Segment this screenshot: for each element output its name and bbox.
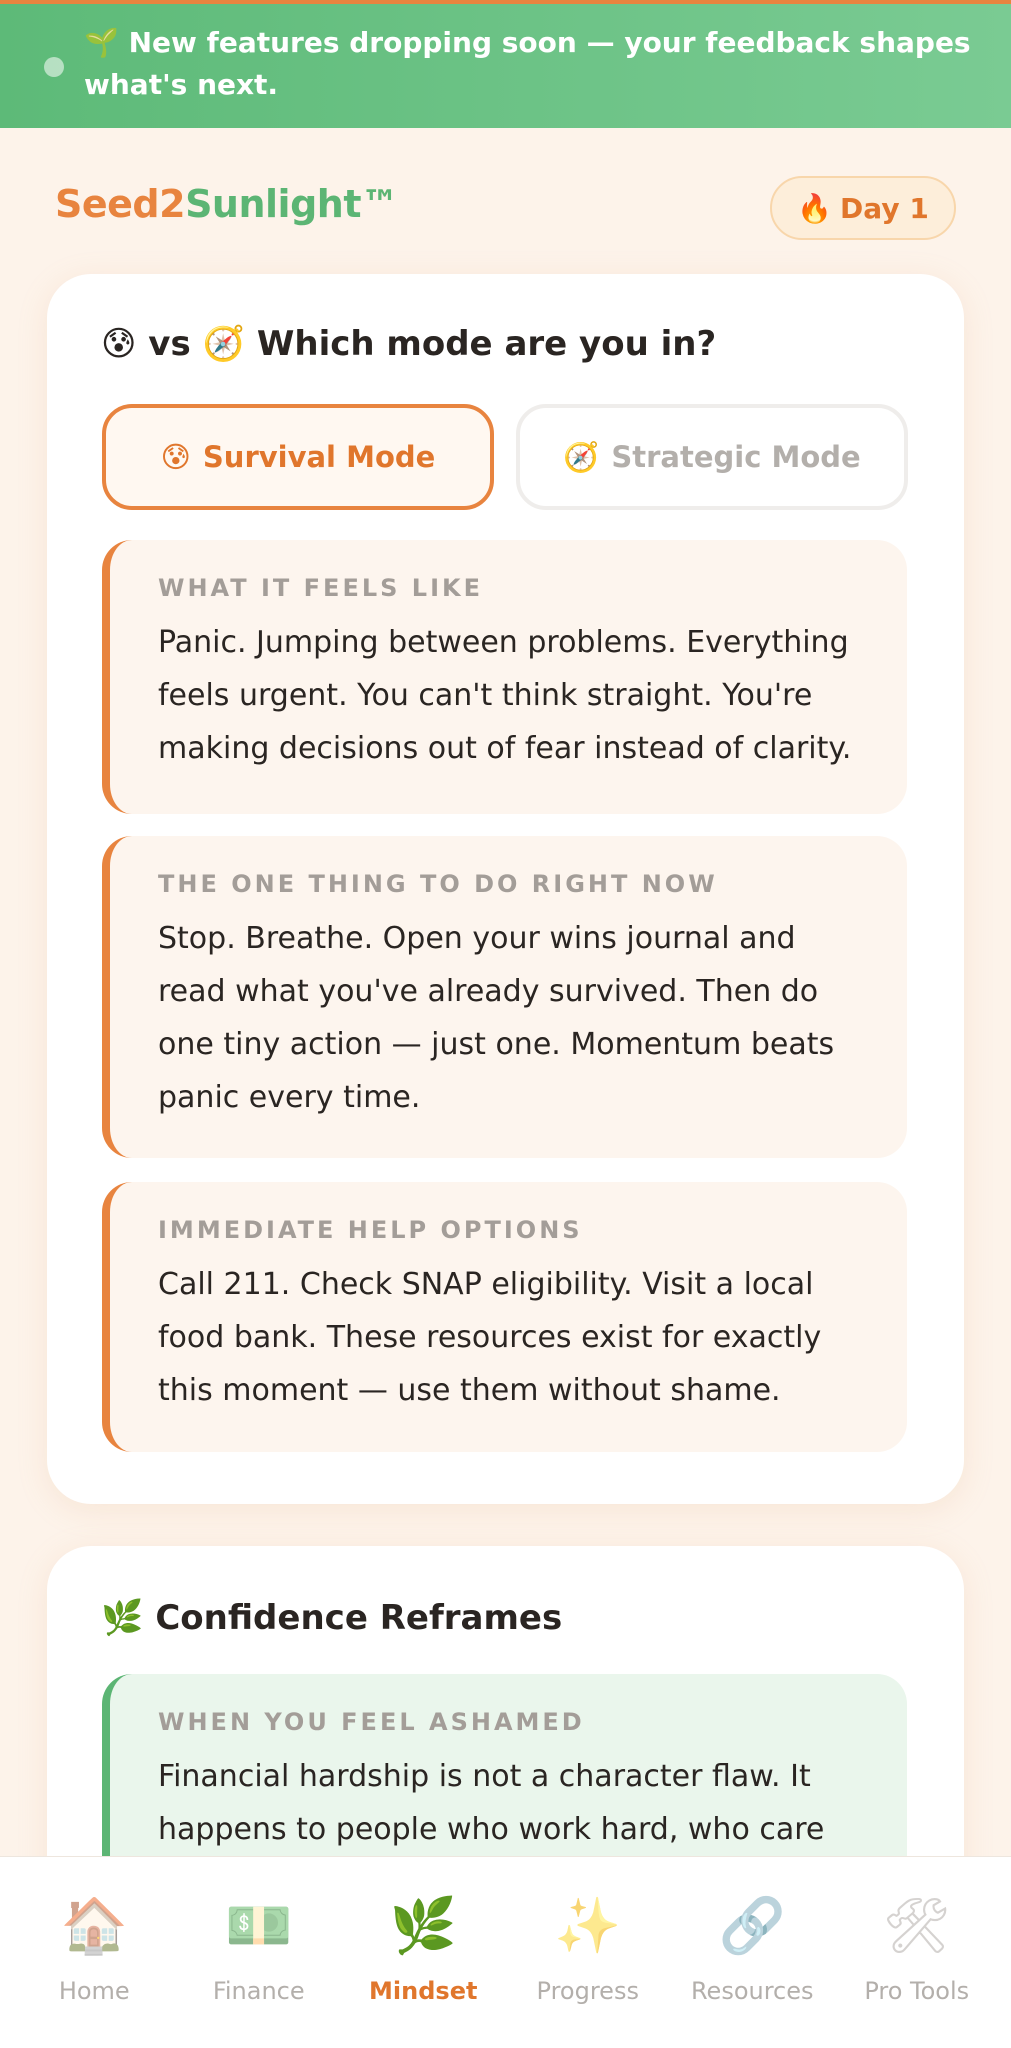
feels-like-panel: [102, 540, 907, 814]
panel-body: Stop. Breathe. Open your wins journal and read what you've already survived. Then do one tiny action — just one. Momentum beats panic every time.: [158, 921, 835, 1115]
announcement-banner[interactable]: [0, 4, 1011, 128]
herb-icon: 🌿: [101, 1598, 144, 1638]
tools-icon: 🛠: [882, 1894, 952, 1957]
nav-label: Pro Tools: [864, 1977, 970, 2005]
house-icon: 🏠: [60, 1894, 128, 1957]
herb-icon: 🌿: [389, 1894, 457, 1957]
nav-label: Mindset: [369, 1977, 478, 2005]
streak-badge[interactable]: [770, 176, 956, 240]
nav-item-resources[interactable]: [677, 1857, 827, 2048]
panel-body: Panic. Jumping between problems. Everything feels urgent. You can't think straight. You're making decisions out of fear instead of clarity.: [158, 625, 852, 766]
nav-item-mindset[interactable]: [348, 1857, 498, 2048]
survival-mode-tab[interactable]: [102, 404, 494, 510]
compass-icon: 🧭: [563, 439, 600, 474]
panel-label: THE ONE THING TO DO RIGHT NOW: [158, 870, 718, 898]
nav-item-pro-tools[interactable]: [842, 1857, 992, 2048]
mode-card: [47, 274, 964, 1504]
anxious-vs-compass-icon: 😰 vs 🧭: [101, 324, 245, 364]
nav-label: Resources: [690, 1977, 814, 2005]
banner-dot-icon: [44, 57, 64, 77]
strategic-mode-label: Strategic Mode: [611, 440, 861, 474]
panel-body: Call 211. Check SNAP eligibility. Visit a local food bank. These resources exist for exactly this moment — use them without shame.: [158, 1267, 822, 1408]
anxious-face-icon: 😰: [160, 440, 191, 474]
nav-item-home[interactable]: [19, 1857, 169, 2048]
one-thing-panel: [102, 836, 907, 1158]
panel-label: WHEN YOU FEEL ASHAMED: [158, 1708, 585, 1736]
panel-label: WHAT IT FEELS LIKE: [158, 574, 483, 602]
link-icon: 🔗: [718, 1894, 786, 1957]
bottom-nav: [0, 1856, 1011, 2048]
streak-label: Day 1: [840, 191, 929, 225]
banner-text: 🌱 New features dropping soon — your feedback shapes what's next.: [84, 26, 971, 101]
help-options-panel: [102, 1182, 907, 1452]
nav-label: Finance: [212, 1977, 305, 2005]
fire-icon: 🔥: [797, 191, 833, 225]
logo-seed-text: Seed2: [55, 182, 186, 226]
logo-sunlight-text: Sunlight™: [185, 182, 399, 226]
money-icon: 💵: [225, 1894, 293, 1957]
panel-label: IMMEDIATE HELP OPTIONS: [158, 1216, 583, 1244]
nav-label: Progress: [536, 1977, 639, 2005]
nav-item-progress[interactable]: [513, 1857, 663, 2048]
confidence-card-title: [101, 1598, 562, 1638]
sparkles-icon: ✨: [554, 1894, 622, 1957]
mode-card-title: [101, 324, 716, 364]
survival-mode-label: Survival Mode: [202, 440, 436, 474]
nav-label: Home: [58, 1977, 130, 2005]
panel-body: Financial hardship is not a character flaw. It happens to people who work hard, who care: [158, 1759, 825, 1847]
mode-card-title-text: Which mode are you in?: [256, 324, 717, 364]
strategic-mode-tab[interactable]: [516, 404, 908, 510]
app-logo[interactable]: [55, 182, 399, 226]
confidence-card-title-text: Confidence Reframes: [155, 1598, 563, 1638]
nav-item-finance[interactable]: [184, 1857, 334, 2048]
